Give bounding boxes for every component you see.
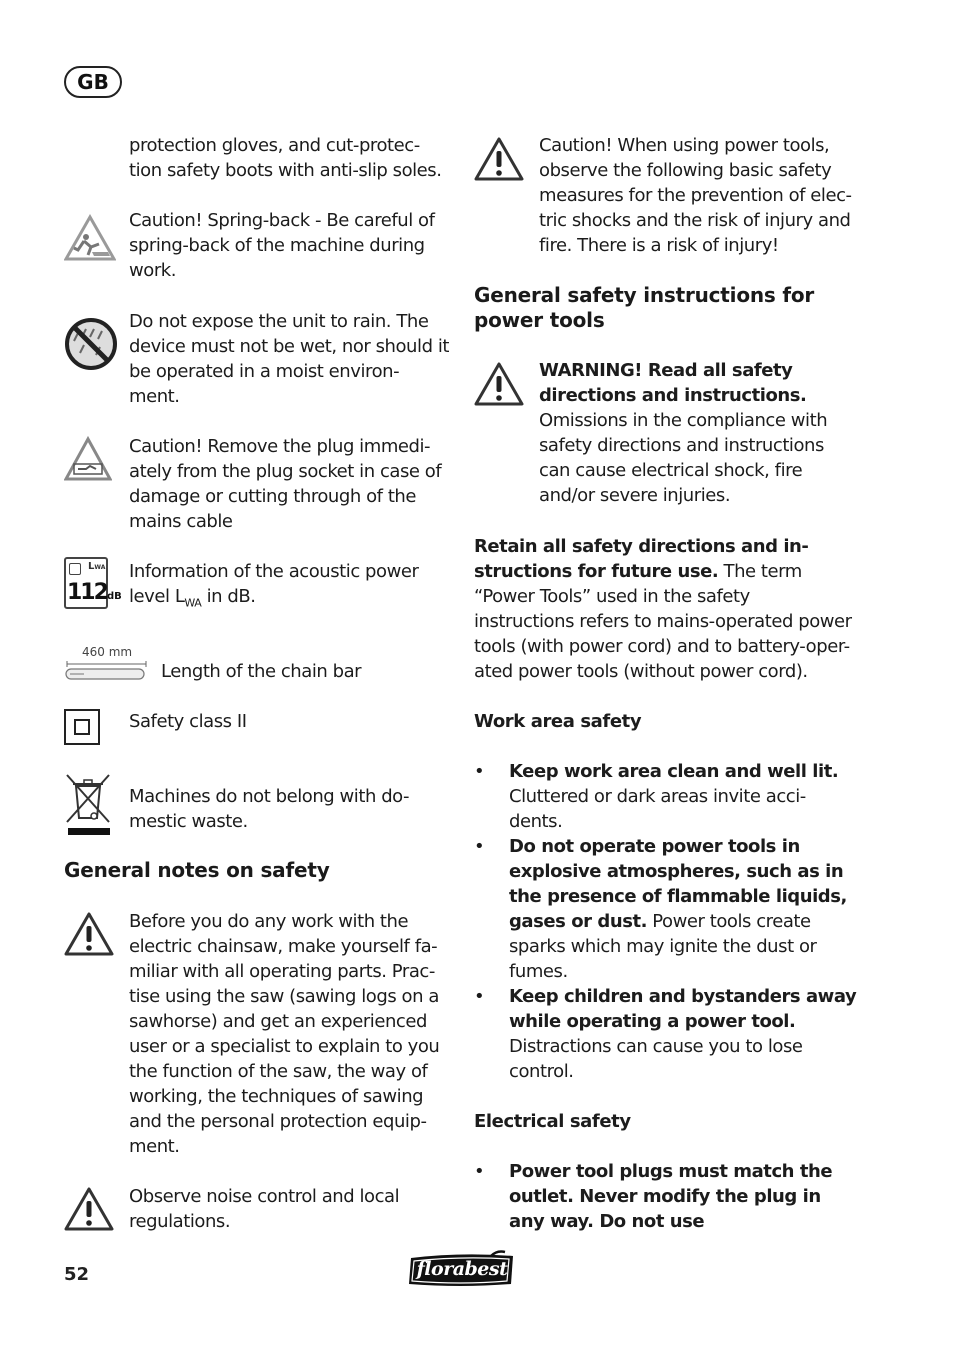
- caution-power-tools-text: Caution! When using power tools, observe the following basic safety measures for the prevention of elec-tric shocks and the risk of injury and fire. There is a risk of injury!: [539, 135, 852, 256]
- retain-block: [474, 534, 854, 684]
- crossed-out-bin-icon: [64, 772, 112, 836]
- warning-icon: [474, 136, 524, 182]
- page-number: 52: [64, 1264, 90, 1285]
- remove-plug-warning-icon: [64, 436, 112, 482]
- bullet: •: [474, 836, 485, 857]
- list-item: Power tool plugs must match the outlet. Never modify the plug in any way. Do not use: [509, 1161, 833, 1232]
- safety-class-text: Safety class II: [129, 711, 247, 732]
- safety-class-ii-icon: [64, 709, 100, 745]
- retain-bold-text: Retain all safety directions and in-structions for future use.: [474, 536, 809, 582]
- warning-icon: [64, 1186, 114, 1232]
- chain-bar-measure: 460 mm: [82, 645, 133, 659]
- sound-icon-label: LWA: [88, 561, 106, 572]
- rain-text: Do not expose the unit to rain. The device must not be wet, nor should it be operated in a moist environ-ment.: [129, 311, 449, 407]
- warning-block: [539, 358, 849, 508]
- sound-power-icon: [64, 557, 122, 609]
- brand-name: florabest: [416, 1258, 508, 1280]
- general-notes-heading: General notes on safety: [64, 858, 330, 882]
- no-rain-icon: [64, 317, 118, 371]
- florabest-logo: [405, 1250, 519, 1290]
- spring-back-text: Caution! Spring-back - Be careful of spring-back of the machine during work.: [129, 210, 435, 281]
- language-badge: GB: [64, 66, 122, 98]
- general-notes-text: Before you do any work with the electric chainsaw, make yourself fa-miliar with all operating parts. Prac-tise using the saw (sawing logs on a sawhorse) and get an experienced user or a specialist to explain to you the function of the saw, the way of working, the techniques of sawing and the personal protection equip-ment.: [129, 911, 440, 1157]
- chain-bar-icon: [64, 645, 150, 685]
- list-item: Keep work area clean and well lit. Cluttered or dark areas invite acci-dents.: [509, 761, 839, 832]
- work-area-heading: Work area safety: [474, 711, 642, 732]
- warning-bold-text: WARNING! Read all safety directions and instructions.: [539, 360, 807, 406]
- bullet: •: [474, 761, 485, 782]
- warning-icon: [474, 361, 524, 407]
- list-item: Keep children and bystanders away while operating a power tool. Distractions can cause you to lose control.: [509, 986, 857, 1082]
- warning-icon: [64, 911, 114, 957]
- speaker-icon: [69, 563, 81, 575]
- bullet: •: [474, 986, 485, 1007]
- general-instructions-heading: General safety instructions for power tools: [474, 283, 815, 332]
- list-item: Do not operate power tools in explosive atmospheres, such as in the presence of flammable liquids, gases or dust. Power tools create sparks which may ignite the dust or fumes.: [509, 836, 847, 982]
- acoustic-text: Information of the acoustic power level $L_{WA}$ in dB.: [129, 561, 419, 610]
- waste-text: Machines do not belong with do-mestic waste.: [129, 786, 410, 832]
- spring-back-warning-icon: [64, 214, 116, 262]
- retain-body-text: The term “Power Tools” used in the safety instructions refers to mains-operated power tools (with power cord) and to battery-oper-ated power tools (without power cord).: [474, 561, 852, 682]
- electrical-safety-heading: Electrical safety: [474, 1111, 631, 1132]
- intro-text: protection gloves, and cut-protec-tion safety boots with anti-slip soles.: [129, 135, 442, 181]
- noise-text: Observe noise control and local regulations.: [129, 1186, 400, 1232]
- sound-icon-value: 112dB: [67, 580, 122, 605]
- bullet: •: [474, 1161, 485, 1182]
- warning-body-text: Omissions in the compliance with safety directions and instructions can cause electrical shock, fire and/or severe injuries.: [539, 410, 828, 506]
- chain-bar-text: Length of the chain bar: [161, 661, 362, 682]
- plug-text: Caution! Remove the plug immedi-ately from the plug socket in case of damage or cutting through of the mains cable: [129, 436, 442, 532]
